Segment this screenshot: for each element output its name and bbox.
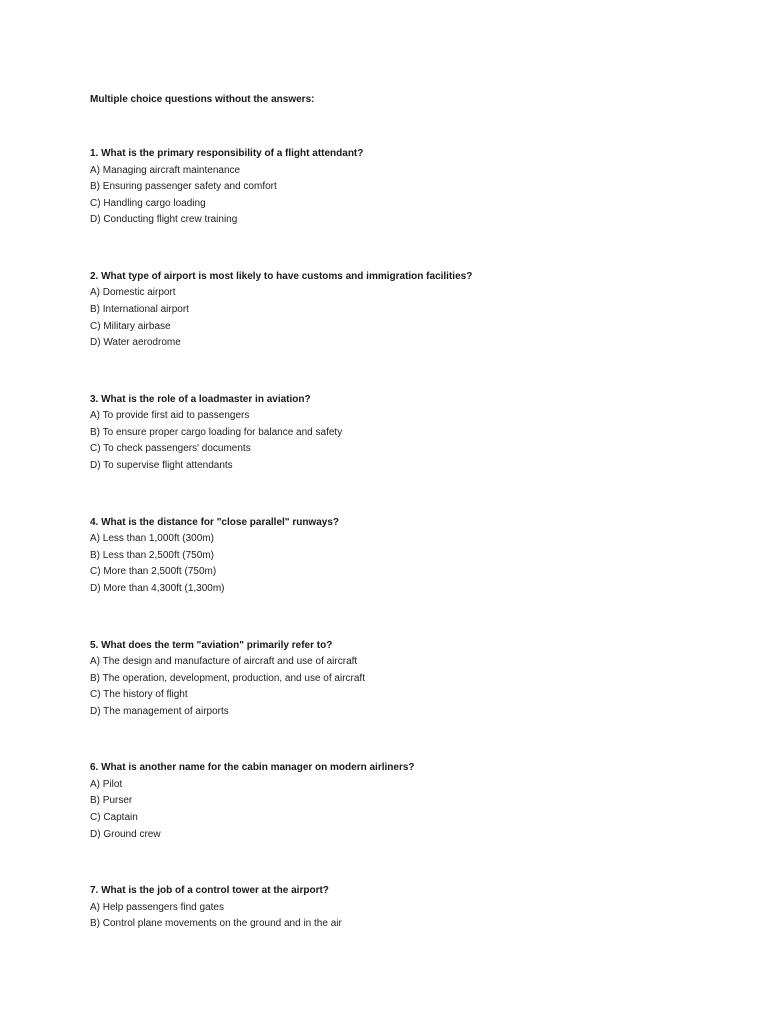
question-text: 5. What does the term "aviation" primarily refer to? [90,639,333,651]
option-list [90,408,730,474]
question-4 [90,515,730,598]
question-text: 2. What type of airport is most likely to have customs and immigration facilities? [90,270,473,282]
option-c: C) Handling cargo loading [90,197,206,209]
question-text: 6. What is another name for the cabin manager on modern airliners? [90,762,415,774]
option-b: B) The operation, development, production, and use of aircraft [90,672,365,684]
document-page [90,93,730,933]
option-c: C) Captain [90,812,138,824]
option-c: C) More than 2,500ft (750m) [90,566,217,578]
option-a: A) Managing aircraft maintenance [90,164,241,176]
option-a: A) Less than 1,000ft (300m) [90,533,214,545]
question-5 [90,638,730,721]
option-a: A) Help passengers find gates [90,901,224,913]
question-3 [90,392,730,475]
question-1 [90,146,730,229]
option-list [90,900,730,933]
option-b: B) Purser [90,795,133,807]
question-text: 7. What is the job of a control tower at the airport? [90,885,329,897]
question-6 [90,760,730,843]
option-b: B) Control plane movements on the ground and in the air [90,918,342,930]
option-a: A) Domestic airport [90,287,176,299]
option-d: D) More than 4,300ft (1,300m) [90,582,225,594]
option-a: A) The design and manufacture of aircraft and use of aircraft [90,656,358,667]
option-d: D) Conducting flight crew training [90,214,238,226]
option-list [90,777,730,843]
option-c: C) The history of flight [90,689,188,701]
option-d: D) To supervise flight attendants [90,460,233,472]
document-heading: Multiple choice questions without the answers: [90,94,315,105]
option-list [90,531,730,597]
option-d: D) Ground crew [90,828,161,840]
question-text: 3. What is the role of a loadmaster in aviation? [90,393,311,405]
question-2 [90,269,730,352]
option-c: C) Military airbase [90,320,171,332]
option-c: C) To check passengers' documents [90,443,251,455]
option-a: A) Pilot [90,778,123,790]
option-b: B) To ensure proper cargo loading for balance and safety [90,426,343,438]
option-d: D) The management of airports [90,705,229,717]
question-text: 1. What is the primary responsibility of a flight attendant? [90,148,364,159]
option-b: B) International airport [90,303,189,315]
option-list [90,163,730,229]
option-a: A) To provide first aid to passengers [90,410,250,422]
option-list [90,654,730,720]
option-list [90,285,730,351]
option-d: D) Water aerodrome [90,337,181,349]
option-b: B) Ensuring passenger safety and comfort [90,181,277,193]
question-7 [90,883,730,933]
question-text: 4. What is the distance for "close parallel" runways? [90,516,339,528]
option-b: B) Less than 2,500ft (750m) [90,549,214,561]
